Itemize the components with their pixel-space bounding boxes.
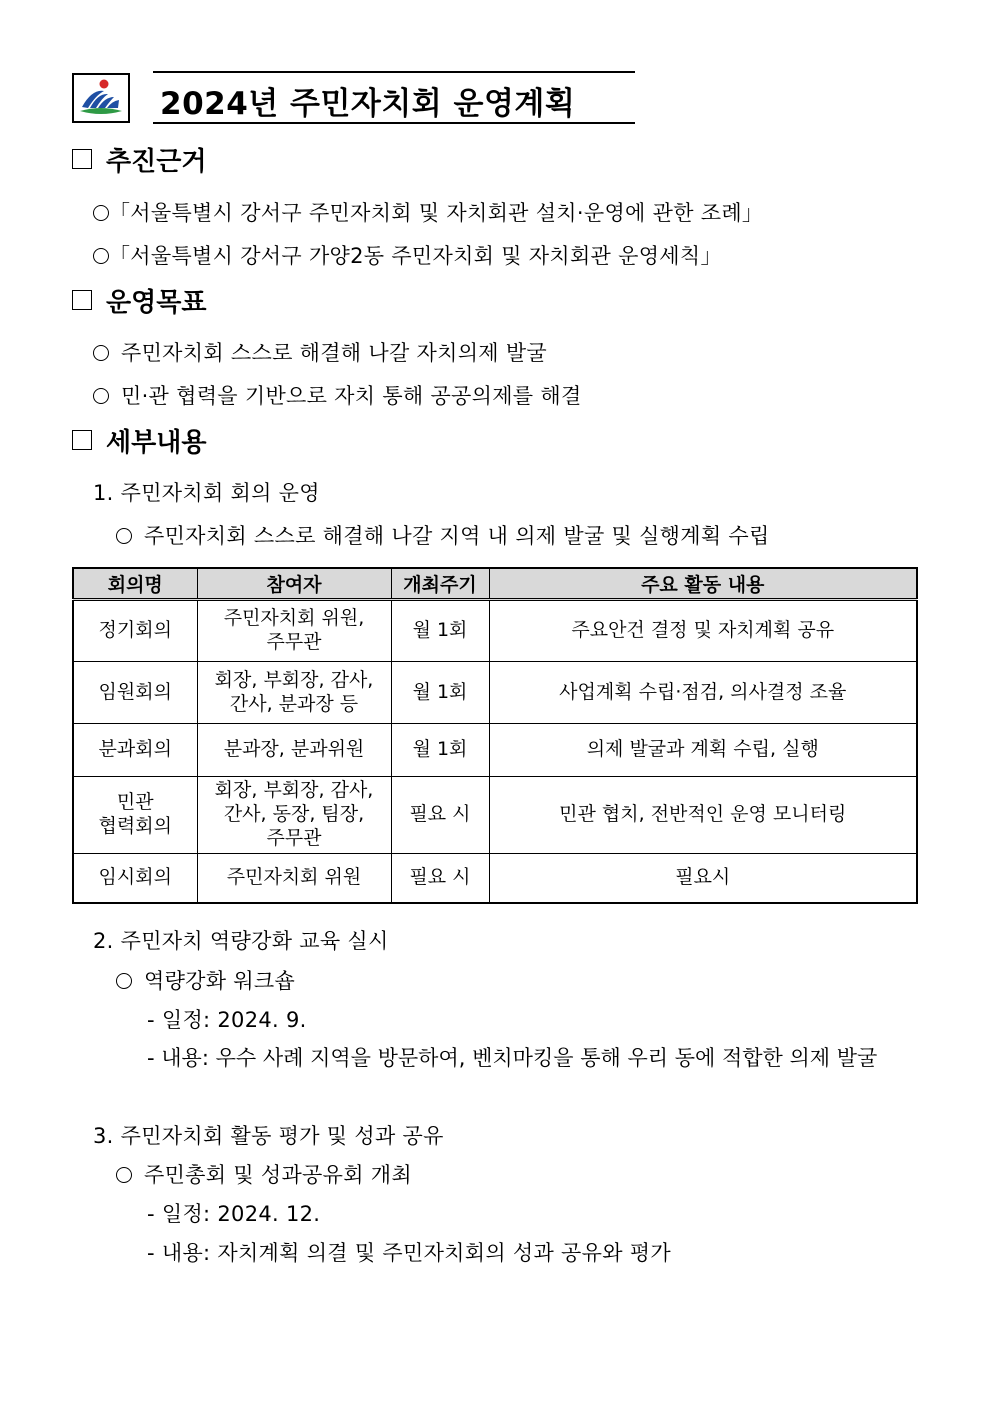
table-row (73, 777, 917, 854)
participants-line: 주민자치회 위원, (223, 607, 365, 630)
goals-item-1 (93, 337, 547, 367)
meeting-name-line: 민관 (116, 791, 154, 814)
basis-item-1 (93, 197, 763, 227)
cell-participants (197, 662, 391, 724)
table-row (73, 854, 917, 903)
basis-item-2-text: 「서울특별시 강서구 가양2동 주민자치회 및 자치회관 운영세칙」 (109, 244, 722, 268)
district-logo-icon (74, 75, 128, 121)
sub2-bullet (116, 965, 295, 995)
logo-frame (72, 73, 130, 123)
cell-meeting-name: 분과회의 (73, 724, 197, 777)
sub2-bullet-text: 역량강화 워크숍 (144, 969, 296, 993)
participants-line: 간사, 동장, 팀장, (223, 803, 365, 826)
participants-line: 주민자치회 위원 (226, 865, 362, 888)
cell-meeting-name: 임원회의 (73, 662, 197, 724)
participants-line: 주무관 (266, 826, 322, 849)
sub2-title: 2. 주민자치 역량강화 교육 실시 (93, 929, 389, 953)
header-participants: 참여자 (197, 568, 391, 600)
participants-line: 분과장, 분과위원 (223, 738, 365, 761)
sub3-bullet (116, 1159, 412, 1189)
circle-bullet-icon (116, 528, 132, 544)
section-goals-heading (72, 282, 206, 319)
cell-activity: 사업계획 수립·점검, 의사결정 조율 (489, 662, 917, 724)
sub3-content: - 내용: 자치계획 의결 및 주민자치회의 성과 공유와 평가 (147, 1241, 671, 1265)
goals-item-2 (93, 380, 582, 410)
cell-activity: 의제 발굴과 계획 수립, 실행 (489, 724, 917, 777)
circle-bullet-icon (93, 205, 109, 221)
cell-cycle: 월 1회 (391, 662, 489, 724)
title-rule-top (153, 71, 635, 73)
sub2-schedule: - 일정: 2024. 9. (147, 1008, 307, 1032)
checkbox-square-icon (72, 290, 92, 310)
section-basis-heading (72, 141, 206, 178)
table-header-row (73, 568, 917, 600)
checkbox-square-icon (72, 149, 92, 169)
cell-cycle: 필요 시 (391, 854, 489, 903)
meeting-plan-table (72, 567, 918, 904)
participants-line: 주무관 (266, 631, 322, 653)
header-cycle: 개최주기 (391, 568, 489, 600)
cell-activity: 필요시 (489, 854, 917, 903)
cell-participants (197, 600, 391, 662)
participants-line: 회장, 부회장, 감사, (214, 779, 374, 802)
checkbox-square-icon (72, 430, 92, 450)
circle-bullet-icon (93, 345, 109, 361)
basis-item-1-text: 「서울특별시 강서구 주민자치회 및 자치회관 설치·운영에 관한 조례」 (109, 201, 764, 225)
goals-item-1-text: 주민자치회 스스로 해결해 나갈 자치의제 발굴 (121, 341, 548, 365)
cell-participants (197, 854, 391, 903)
sub3-bullet-text: 주민총회 및 성과공유회 개최 (144, 1163, 412, 1187)
page-title: 2024년 주민자치회 운영계획 (160, 86, 576, 122)
sub1-bullet (116, 520, 770, 550)
circle-bullet-icon (93, 248, 109, 264)
cell-activity: 주요안건 결정 및 자치계획 공유 (489, 600, 917, 662)
header-meeting-name: 회의명 (73, 568, 197, 600)
meeting-name-line: 협력회의 (98, 815, 172, 837)
cell-activity: 민관 협치, 전반적인 운영 모니터링 (489, 777, 917, 854)
cell-cycle: 필요 시 (391, 777, 489, 854)
section-details-label: 세부내용 (106, 428, 207, 458)
header-activity: 주요 활동 내용 (489, 568, 917, 600)
participants-line: 회장, 부회장, 감사, (214, 668, 374, 691)
table-row (73, 662, 917, 724)
sub2-content: - 내용: 우수 사례 지역을 방문하여, 벤치마킹을 통해 우리 동에 적합한 의제 발굴 (147, 1046, 878, 1070)
table-row (73, 600, 917, 662)
circle-bullet-icon (116, 1167, 132, 1183)
cell-cycle: 월 1회 (391, 724, 489, 777)
goals-item-2-text: 민·관 협력을 기반으로 자치 통해 공공의제를 해결 (121, 384, 582, 408)
cell-meeting-name (73, 777, 197, 854)
cell-cycle: 월 1회 (391, 600, 489, 662)
circle-bullet-icon (93, 388, 109, 404)
sub1-title: 1. 주민자치회 회의 운영 (93, 481, 320, 505)
cell-participants (197, 777, 391, 854)
sub3-title: 3. 주민자치회 활동 평가 및 성과 공유 (93, 1124, 444, 1148)
table-row (73, 724, 917, 777)
participants-line: 간사, 분과장 등 (229, 692, 359, 715)
sub1-bullet-text: 주민자치회 스스로 해결해 나갈 지역 내 의제 발굴 및 실행계획 수립 (144, 524, 770, 548)
cell-meeting-name: 정기회의 (73, 600, 197, 662)
section-basis-label: 추진근거 (106, 147, 207, 177)
section-goals-label: 운영목표 (106, 288, 207, 318)
sub3-schedule: - 일정: 2024. 12. (147, 1202, 321, 1226)
circle-bullet-icon (116, 973, 132, 989)
section-details-heading (72, 422, 206, 459)
cell-meeting-name: 임시회의 (73, 854, 197, 903)
cell-participants (197, 724, 391, 777)
basis-item-2 (93, 240, 722, 270)
